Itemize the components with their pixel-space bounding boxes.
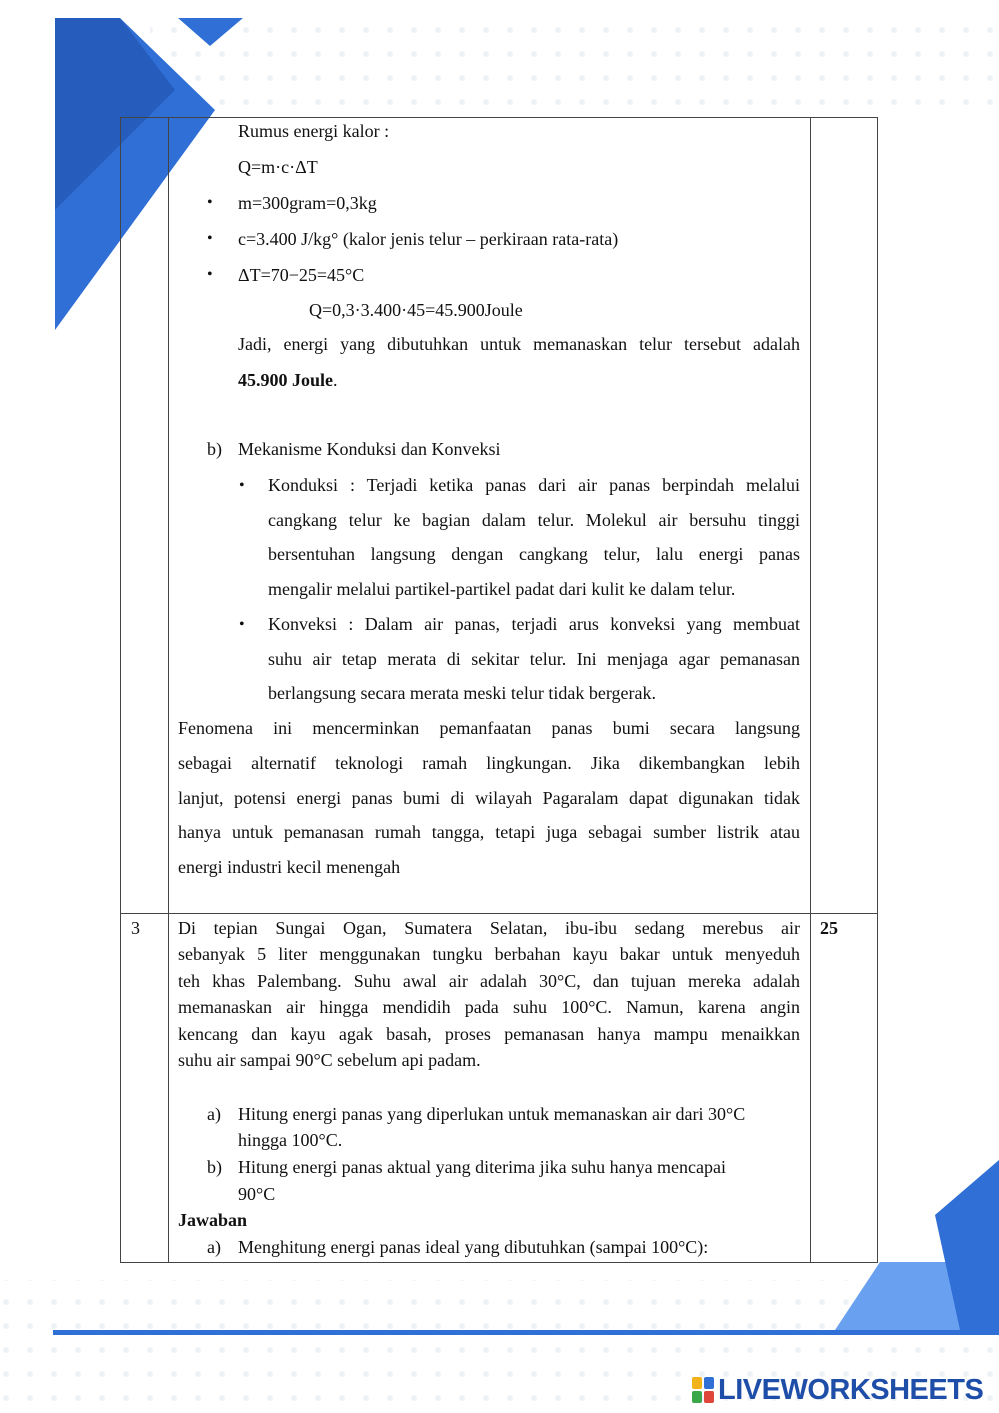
bullet-delta-t: ΔT=70−25=45°C bbox=[238, 265, 365, 285]
closing-line-5: energi industri kecil menengah bbox=[178, 857, 401, 877]
conclusion-line: Jadi, energi yang dibutuhkan untuk memanaskan telur tersebut adalah bbox=[238, 334, 800, 354]
konduksi-line-2: cangkang telur ke bagian dalam telur. Molekul air bersuhu tinggi bbox=[268, 510, 800, 530]
konduksi-line-1: Konduksi : Terjadi ketika panas dari air panas berpindah melalui bbox=[268, 475, 800, 495]
item-a-label: a) bbox=[207, 1104, 221, 1124]
table-border-col2 bbox=[810, 117, 811, 1263]
bottom-accent-bar bbox=[53, 1330, 999, 1335]
table-border-bottom bbox=[120, 1262, 878, 1263]
liveworksheets-logo-icon bbox=[692, 1377, 714, 1403]
table-border-top bbox=[120, 117, 878, 118]
bullet-icon: • bbox=[239, 616, 245, 633]
closing-line-4: hanya untuk pemanasan rumah tangga, tetapi juga sebagai sumber listrik atau bbox=[178, 822, 800, 842]
bullet-mass: m=300gram=0,3kg bbox=[238, 193, 377, 213]
result-value: 45.900 Joule bbox=[238, 370, 334, 390]
closing-line-2: sebagai alternatif teknologi ramah lingkungan. Jika dikembangkan lebih bbox=[178, 753, 800, 773]
question-stem-line-5: kencang dan kayu agak basah, proses pemanasan hanya mampu menaikkan bbox=[178, 1024, 800, 1044]
item-b-label: b) bbox=[207, 1157, 222, 1177]
item-a-line-2: hingga 100°C. bbox=[238, 1130, 343, 1150]
bullet-icon: • bbox=[207, 266, 213, 283]
logo-text: LIVEWORKSHEETS bbox=[718, 1373, 984, 1406]
table-border-left bbox=[120, 117, 121, 1263]
closing-line-1: Fenomena ini mencerminkan pemanfaatan panas bumi secara langsung bbox=[178, 718, 800, 738]
item-b-line-2: 90°C bbox=[238, 1184, 276, 1204]
formula: Q=m·c·ΔT bbox=[238, 157, 318, 177]
formula-title: Rumus energi kalor : bbox=[238, 121, 390, 141]
item-a-line-1: Hitung energi panas yang diperlukan untuk memanaskan air dari 30°C bbox=[238, 1104, 746, 1124]
section-b-label: b) bbox=[207, 439, 222, 459]
bullet-specific-heat: c=3.400 J/kg° (kalor jenis telur – perkiraan rata-rata) bbox=[238, 229, 619, 249]
bullet-icon: • bbox=[207, 230, 213, 247]
question-stem-line-3: teh khas Palembang. Suhu awal air adalah 30°C, dan tujuan mereka adalah bbox=[178, 971, 800, 991]
question-score: 25 bbox=[820, 918, 838, 938]
table-border-right bbox=[877, 117, 878, 1263]
question-stem-line-4: memanaskan air hingga mendidih pada suhu 100°C. Namun, karena angin bbox=[178, 997, 800, 1017]
closing-line-3: lanjut, potensi energi panas bumi di wilayah Pagaralam dapat digunakan tidak bbox=[178, 788, 800, 808]
answer-heading: Jawaban bbox=[178, 1210, 248, 1230]
question-stem-line-1: Di tepian Sungai Ogan, Sumatera Selatan, ibu-ibu sedang merebus air bbox=[178, 918, 800, 938]
answer-a-label: a) bbox=[207, 1237, 221, 1257]
konveksi-line-2: suhu air tetap merata di sekitar telur. Ini menjaga agar pemanasan bbox=[268, 649, 800, 669]
table-row-divider bbox=[120, 913, 878, 914]
section-b-title: Mekanisme Konduksi dan Konveksi bbox=[238, 439, 501, 459]
konveksi-line-3: berlangsung secara merata meski telur tidak bergerak. bbox=[268, 683, 657, 703]
konduksi-line-4: mengalir melalui partikel-partikel padat dari kulit ke dalam telur. bbox=[268, 579, 736, 599]
liveworksheets-logo[interactable] bbox=[692, 1372, 983, 1408]
bullet-icon: • bbox=[239, 477, 245, 494]
item-b-line-1: Hitung energi panas aktual yang diterima jika suhu hanya mencapai bbox=[238, 1157, 727, 1177]
bullet-icon: • bbox=[207, 194, 213, 211]
konduksi-line-3: bersentuhan langsung dengan cangkang telur, lalu energi panas bbox=[268, 544, 800, 564]
result-period: . bbox=[333, 370, 338, 390]
conclusion-result bbox=[238, 370, 338, 390]
calculation: Q=0,3·3.400·45=45.900Joule bbox=[309, 300, 523, 320]
table-border-col1 bbox=[168, 117, 169, 1263]
question-stem-line-2: sebanyak 5 liter menggunakan tungku berbahan kayu bakar untuk menyeduh bbox=[178, 944, 800, 964]
question-stem-line-6: suhu air sampai 90°C sebelum api padam. bbox=[178, 1050, 481, 1070]
konveksi-line-1: Konveksi : Dalam air panas, terjadi arus konveksi yang membuat bbox=[268, 614, 800, 634]
answer-a-text: Menghitung energi panas ideal yang dibutuhkan (sampai 100°C): bbox=[238, 1237, 709, 1257]
question-number: 3 bbox=[131, 918, 140, 938]
